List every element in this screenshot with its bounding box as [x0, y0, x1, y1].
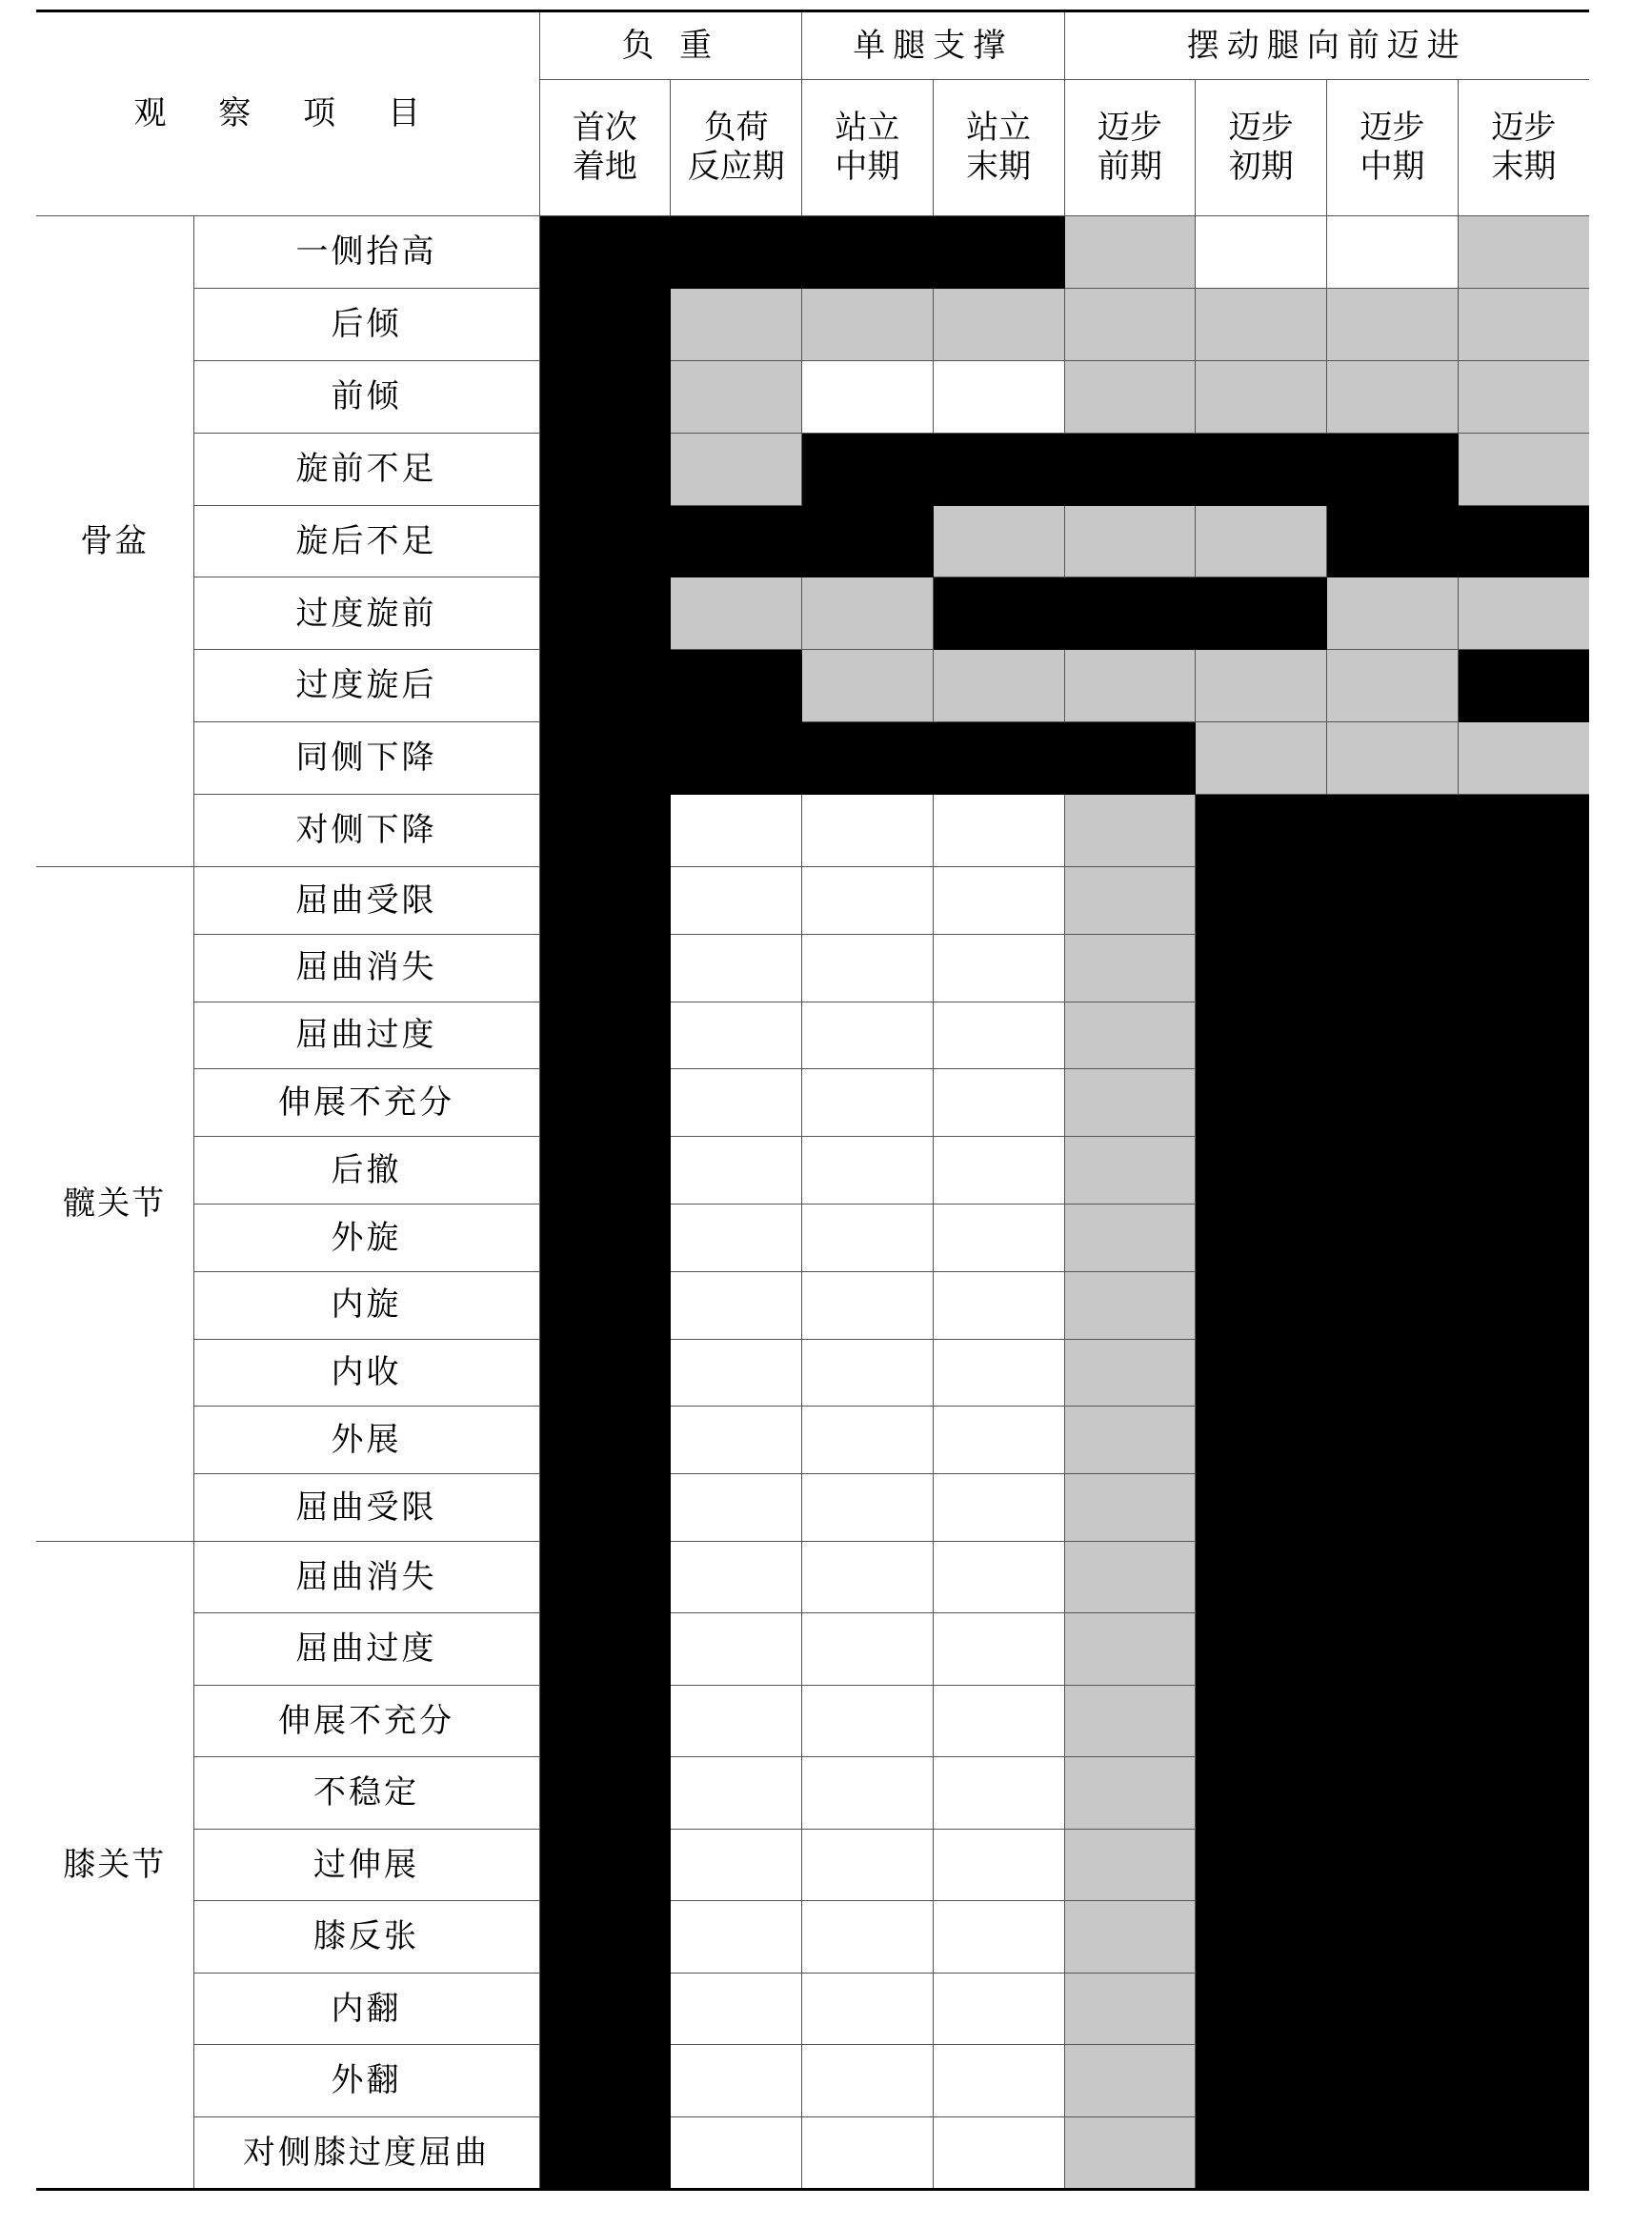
- phase-header-loading-response: 负荷 反应期: [671, 80, 802, 216]
- observation-item-label: 内收: [193, 1339, 539, 1407]
- phase-cell: [1458, 1685, 1589, 1757]
- phase-cell: [933, 1205, 1064, 1272]
- phase-cell: [933, 1685, 1064, 1757]
- phase-cell: [1064, 216, 1196, 289]
- phase-cell: [1064, 288, 1196, 360]
- observation-item-label: 外翻: [193, 2045, 539, 2117]
- phase-cell: [1327, 1002, 1459, 1069]
- table-row: [36, 2116, 1589, 2190]
- phase-cell: [933, 1613, 1064, 1686]
- table-row: [36, 360, 1589, 433]
- phase-cell: [1196, 867, 1327, 935]
- table-row: [36, 1271, 1589, 1339]
- phase-cell: [1196, 1685, 1327, 1757]
- phase-cell: [1064, 1271, 1196, 1339]
- phase-cell: [1327, 1271, 1459, 1339]
- phase-cell: [671, 1069, 802, 1137]
- phase-cell: [671, 1685, 802, 1757]
- phase-cell: [1458, 216, 1589, 289]
- phase-cell: [539, 2116, 671, 2190]
- phase-cell: [1064, 1205, 1196, 1272]
- phase-cell: [539, 577, 671, 650]
- phase-cell: [802, 1613, 934, 1686]
- phase-cell: [1064, 433, 1196, 505]
- phase-cell: [539, 360, 671, 433]
- phase-cell: [802, 1829, 934, 1901]
- phase-cell: [539, 722, 671, 795]
- phase-cell: [1327, 1757, 1459, 1830]
- phase-cell: [1458, 1407, 1589, 1474]
- phase-cell: [1327, 1137, 1459, 1205]
- phase-cell: [1458, 722, 1589, 795]
- phase-cell: [1458, 867, 1589, 935]
- phase-cell: [1064, 1757, 1196, 1830]
- table-row: [36, 867, 1589, 935]
- phase-cell: [1458, 1339, 1589, 1407]
- table-row: [36, 2045, 1589, 2117]
- phase-cell: [539, 650, 671, 722]
- observation-item-label: 屈曲受限: [193, 1474, 539, 1542]
- table-row: [36, 1205, 1589, 1272]
- phase-cell: [1458, 577, 1589, 650]
- phase-cell: [933, 1757, 1064, 1830]
- phase-cell: [1458, 1757, 1589, 1830]
- phase-cell: [1327, 1069, 1459, 1137]
- phase-cell: [1458, 433, 1589, 505]
- phase-cell: [1196, 1002, 1327, 1069]
- observation-item-label: 旋前不足: [193, 433, 539, 505]
- observation-item-label: 内翻: [193, 1973, 539, 2045]
- table-row: [36, 505, 1589, 577]
- gait-observation-table: [36, 10, 1589, 2191]
- table-row: [36, 433, 1589, 505]
- table-row: [36, 722, 1589, 795]
- phase-cell: [1196, 1541, 1327, 1613]
- phase-cell: [1064, 650, 1196, 722]
- phase-cell: [539, 1205, 671, 1272]
- phase-cell: [1458, 505, 1589, 577]
- phase-cell: [802, 1339, 934, 1407]
- phase-cell: [1458, 2116, 1589, 2190]
- phase-cell: [1196, 1474, 1327, 1542]
- phase-cell: [933, 1271, 1064, 1339]
- phase-cell: [1458, 1901, 1589, 1974]
- table-row: [36, 1069, 1589, 1137]
- phase-cell: [671, 433, 802, 505]
- observation-item-label: 膝反张: [193, 1901, 539, 1974]
- phase-cell: [1327, 2045, 1459, 2117]
- table-header: [36, 11, 1589, 216]
- group-label: 骨盆: [36, 216, 193, 867]
- phase-cell: [1458, 650, 1589, 722]
- table-body: [36, 216, 1589, 2190]
- observation-item-label: 伸展不充分: [193, 1069, 539, 1137]
- phase-cell: [539, 1474, 671, 1542]
- phase-cell: [802, 1757, 934, 1830]
- phase-cell: [933, 2045, 1064, 2117]
- phase-cell: [802, 934, 934, 1002]
- phase-cell: [1064, 360, 1196, 433]
- phase-cell: [1458, 288, 1589, 360]
- table-row: [36, 1407, 1589, 1474]
- phase-cell: [1064, 722, 1196, 795]
- phase-cell: [933, 795, 1064, 867]
- phase-cell: [671, 1757, 802, 1830]
- phase-cell: [1196, 722, 1327, 795]
- phase-cell: [1196, 1069, 1327, 1137]
- observation-item-label: 外展: [193, 1407, 539, 1474]
- phase-cell: [1064, 1613, 1196, 1686]
- phase-cell: [933, 934, 1064, 1002]
- phase-cell: [1327, 1407, 1459, 1474]
- phase-cell: [1064, 2116, 1196, 2190]
- phase-cell: [802, 1069, 934, 1137]
- phase-cell: [539, 934, 671, 1002]
- phase-cell: [1064, 1973, 1196, 2045]
- table-row: [36, 795, 1589, 867]
- phase-cell: [1327, 867, 1459, 935]
- phase-cell: [1196, 1757, 1327, 1830]
- phase-cell: [1327, 795, 1459, 867]
- phase-cell: [539, 1271, 671, 1339]
- phase-cell: [539, 867, 671, 935]
- phase-cell: [933, 2116, 1064, 2190]
- phase-cell: [1458, 360, 1589, 433]
- phase-cell: [933, 1069, 1064, 1137]
- phase-cell: [1064, 1474, 1196, 1542]
- phase-header-pre-swing: 迈步 前期: [1064, 80, 1196, 216]
- phase-cell: [1327, 1973, 1459, 2045]
- table-row: [36, 1685, 1589, 1757]
- phase-cell: [802, 1407, 934, 1474]
- phase-cell: [1327, 433, 1459, 505]
- observation-item-label: 屈曲消失: [193, 1541, 539, 1613]
- phase-cell: [1458, 1205, 1589, 1272]
- phase-cell: [1458, 795, 1589, 867]
- phase-cell: [539, 1002, 671, 1069]
- phase-cell: [802, 1205, 934, 1272]
- observation-item-header: 观 察 项 目: [36, 11, 539, 216]
- phase-cell: [1064, 934, 1196, 1002]
- phase-cell: [1064, 1002, 1196, 1069]
- observation-item-label: 前倾: [193, 360, 539, 433]
- phase-cell: [1196, 1973, 1327, 2045]
- phase-cell: [539, 1407, 671, 1474]
- observation-item-label: 屈曲过度: [193, 1002, 539, 1069]
- phase-cell: [1064, 1069, 1196, 1137]
- phase-cell: [802, 1685, 934, 1757]
- phase-cell: [1327, 650, 1459, 722]
- table-row: [36, 1137, 1589, 1205]
- table-row: [36, 1474, 1589, 1542]
- table-row: [36, 1541, 1589, 1613]
- phase-cell: [539, 288, 671, 360]
- phase-cell: [1064, 1407, 1196, 1474]
- phase-cell: [1196, 1271, 1327, 1339]
- phase-cell: [671, 2045, 802, 2117]
- phase-cell: [1458, 1069, 1589, 1137]
- phase-cell: [1196, 1137, 1327, 1205]
- observation-item-label: 内旋: [193, 1271, 539, 1339]
- phase-cell: [1196, 1613, 1327, 1686]
- phase-cell: [1064, 2045, 1196, 2117]
- phase-cell: [802, 1901, 934, 1974]
- phase-cell: [1196, 1205, 1327, 1272]
- phase-cell: [802, 505, 934, 577]
- phase-cell: [933, 1339, 1064, 1407]
- phase-cell: [802, 867, 934, 935]
- phase-cell: [539, 1541, 671, 1613]
- phase-cell: [1458, 1271, 1589, 1339]
- phase-cell: [539, 1757, 671, 1830]
- observation-item-label: 对侧下降: [193, 795, 539, 867]
- observation-item-label: 屈曲消失: [193, 934, 539, 1002]
- phase-cell: [671, 1137, 802, 1205]
- observation-item-label: 屈曲过度: [193, 1613, 539, 1686]
- phase-cell: [539, 433, 671, 505]
- phase-group-swing-advancement: 摆动腿向前迈进: [1064, 11, 1589, 80]
- phase-cell: [539, 1685, 671, 1757]
- phase-cell: [802, 1541, 934, 1613]
- phase-cell: [933, 1474, 1064, 1542]
- phase-cell: [539, 1339, 671, 1407]
- phase-cell: [1327, 1474, 1459, 1542]
- phase-cell: [802, 650, 934, 722]
- table-row: [36, 216, 1589, 289]
- table-row: [36, 1339, 1589, 1407]
- phase-cell: [933, 1137, 1064, 1205]
- phase-cell: [1327, 1685, 1459, 1757]
- phase-cell: [1458, 2045, 1589, 2117]
- observation-item-label: 过伸展: [193, 1829, 539, 1901]
- phase-cell: [1196, 1901, 1327, 1974]
- phase-cell: [539, 1613, 671, 1686]
- phase-cell: [802, 2045, 934, 2117]
- phase-cell: [671, 505, 802, 577]
- phase-cell: [1196, 216, 1327, 289]
- phase-cell: [802, 360, 934, 433]
- phase-cell: [671, 1002, 802, 1069]
- phase-cell: [802, 2116, 934, 2190]
- phase-cell: [1064, 1541, 1196, 1613]
- phase-header-initial-contact: 首次 着地: [539, 80, 671, 216]
- phase-header-initial-swing: 迈步 初期: [1196, 80, 1327, 216]
- phase-cell: [933, 433, 1064, 505]
- table-row: [36, 1757, 1589, 1830]
- table-row: [36, 288, 1589, 360]
- phase-cell: [1327, 505, 1459, 577]
- phase-cell: [802, 288, 934, 360]
- phase-cell: [1196, 1829, 1327, 1901]
- phase-header-terminal-stance: 站立 末期: [933, 80, 1064, 216]
- phase-cell: [1327, 934, 1459, 1002]
- phase-cell: [671, 1541, 802, 1613]
- table-row: [36, 1002, 1589, 1069]
- phase-cell: [1458, 1474, 1589, 1542]
- phase-cell: [671, 1901, 802, 1974]
- phase-cell: [539, 505, 671, 577]
- phase-header-mid-swing: 迈步 中期: [1327, 80, 1459, 216]
- phase-cell: [539, 1973, 671, 2045]
- phase-cell: [933, 1407, 1064, 1474]
- phase-cell: [1458, 1613, 1589, 1686]
- phase-cell: [1196, 433, 1327, 505]
- group-label: 髋关节: [36, 867, 193, 1542]
- phase-cell: [671, 722, 802, 795]
- phase-cell: [1064, 577, 1196, 650]
- phase-cell: [933, 867, 1064, 935]
- phase-cell: [1327, 216, 1459, 289]
- phase-cell: [1196, 2116, 1327, 2190]
- phase-cell: [933, 1541, 1064, 1613]
- phase-cell: [1064, 1339, 1196, 1407]
- observation-item-label: 不稳定: [193, 1757, 539, 1830]
- phase-cell: [671, 1271, 802, 1339]
- phase-cell: [1327, 288, 1459, 360]
- phase-cell: [1458, 1973, 1589, 2045]
- table-row: [36, 1829, 1589, 1901]
- phase-cell: [802, 433, 934, 505]
- phase-cell: [671, 1474, 802, 1542]
- phase-cell: [671, 1973, 802, 2045]
- group-label: 膝关节: [36, 1541, 193, 2190]
- table-row: [36, 1973, 1589, 2045]
- phase-header-mid-stance: 站立 中期: [802, 80, 934, 216]
- observation-item-label: 后撤: [193, 1137, 539, 1205]
- phase-cell: [802, 216, 934, 289]
- phase-cell: [1458, 934, 1589, 1002]
- observation-item-label: 一侧抬高: [193, 216, 539, 289]
- phase-cell: [671, 2116, 802, 2190]
- phase-cell: [802, 1137, 934, 1205]
- phase-cell: [1196, 1407, 1327, 1474]
- phase-cell: [671, 867, 802, 935]
- phase-cell: [539, 1901, 671, 1974]
- phase-cell: [671, 934, 802, 1002]
- phase-cell: [1196, 360, 1327, 433]
- phase-cell: [539, 795, 671, 867]
- phase-cell: [539, 1829, 671, 1901]
- phase-group-weight-bearing: 负 重: [539, 11, 802, 80]
- observation-item-label: 伸展不充分: [193, 1685, 539, 1757]
- phase-cell: [1196, 650, 1327, 722]
- phase-cell: [1196, 1339, 1327, 1407]
- phase-cell: [933, 650, 1064, 722]
- phase-cell: [1458, 1829, 1589, 1901]
- phase-cell: [933, 360, 1064, 433]
- phase-header-terminal-swing: 迈步 末期: [1458, 80, 1589, 216]
- table-row: [36, 1901, 1589, 1974]
- phase-cell: [1327, 360, 1459, 433]
- phase-cell: [933, 1002, 1064, 1069]
- observation-item-label: 旋后不足: [193, 505, 539, 577]
- phase-cell: [539, 2045, 671, 2117]
- phase-cell: [1327, 1339, 1459, 1407]
- phase-cell: [671, 650, 802, 722]
- phase-cell: [933, 216, 1064, 289]
- observation-item-label: 同侧下降: [193, 722, 539, 795]
- phase-cell: [1064, 867, 1196, 935]
- phase-cell: [1327, 1613, 1459, 1686]
- phase-cell: [1064, 1137, 1196, 1205]
- table-row: [36, 934, 1589, 1002]
- phase-cell: [802, 1973, 934, 2045]
- phase-cell: [671, 1613, 802, 1686]
- table-row: [36, 577, 1589, 650]
- observation-item-label: 过度旋前: [193, 577, 539, 650]
- table-row: [36, 1613, 1589, 1686]
- phase-cell: [671, 1407, 802, 1474]
- phase-cell: [671, 577, 802, 650]
- phase-group-single-limb-support: 单腿支撑: [802, 11, 1065, 80]
- phase-cell: [1327, 577, 1459, 650]
- phase-cell: [671, 360, 802, 433]
- phase-cell: [1327, 2116, 1459, 2190]
- phase-cell: [933, 577, 1064, 650]
- phase-cell: [1196, 934, 1327, 1002]
- phase-cell: [539, 216, 671, 289]
- phase-cell: [802, 577, 934, 650]
- phase-cell: [671, 795, 802, 867]
- phase-cell: [1064, 1829, 1196, 1901]
- phase-cell: [1196, 795, 1327, 867]
- phase-cell: [1064, 1685, 1196, 1757]
- phase-cell: [539, 1069, 671, 1137]
- phase-cell: [671, 1205, 802, 1272]
- phase-cell: [1327, 722, 1459, 795]
- phase-cell: [1196, 505, 1327, 577]
- observation-item-label: 过度旋后: [193, 650, 539, 722]
- phase-cell: [1327, 1829, 1459, 1901]
- phase-cell: [539, 1137, 671, 1205]
- phase-cell: [802, 1474, 934, 1542]
- phase-cell: [933, 505, 1064, 577]
- phase-cell: [802, 722, 934, 795]
- phase-cell: [802, 1271, 934, 1339]
- phase-cell: [671, 288, 802, 360]
- phase-cell: [802, 1002, 934, 1069]
- observation-item-label: 屈曲受限: [193, 867, 539, 935]
- phase-cell: [933, 1973, 1064, 2045]
- phase-cell: [1327, 1901, 1459, 1974]
- phase-cell: [933, 1829, 1064, 1901]
- phase-cell: [671, 1829, 802, 1901]
- phase-cell: [1196, 288, 1327, 360]
- phase-cell: [1327, 1205, 1459, 1272]
- phase-cell: [1327, 1541, 1459, 1613]
- phase-cell: [1064, 795, 1196, 867]
- phase-cell: [1064, 505, 1196, 577]
- phase-cell: [1458, 1137, 1589, 1205]
- phase-cell: [1196, 577, 1327, 650]
- phase-cell: [1196, 2045, 1327, 2117]
- phase-cell: [933, 722, 1064, 795]
- phase-cell: [1458, 1002, 1589, 1069]
- phase-cell: [1064, 1901, 1196, 1974]
- phase-cell: [671, 216, 802, 289]
- phase-cell: [1458, 1541, 1589, 1613]
- phase-cell: [671, 1339, 802, 1407]
- observation-item-label: 对侧膝过度屈曲: [193, 2116, 539, 2190]
- phase-cell: [933, 1901, 1064, 1974]
- observation-item-label: 外旋: [193, 1205, 539, 1272]
- observation-item-label: 后倾: [193, 288, 539, 360]
- phase-cell: [802, 795, 934, 867]
- table-row: [36, 650, 1589, 722]
- phase-cell: [933, 288, 1064, 360]
